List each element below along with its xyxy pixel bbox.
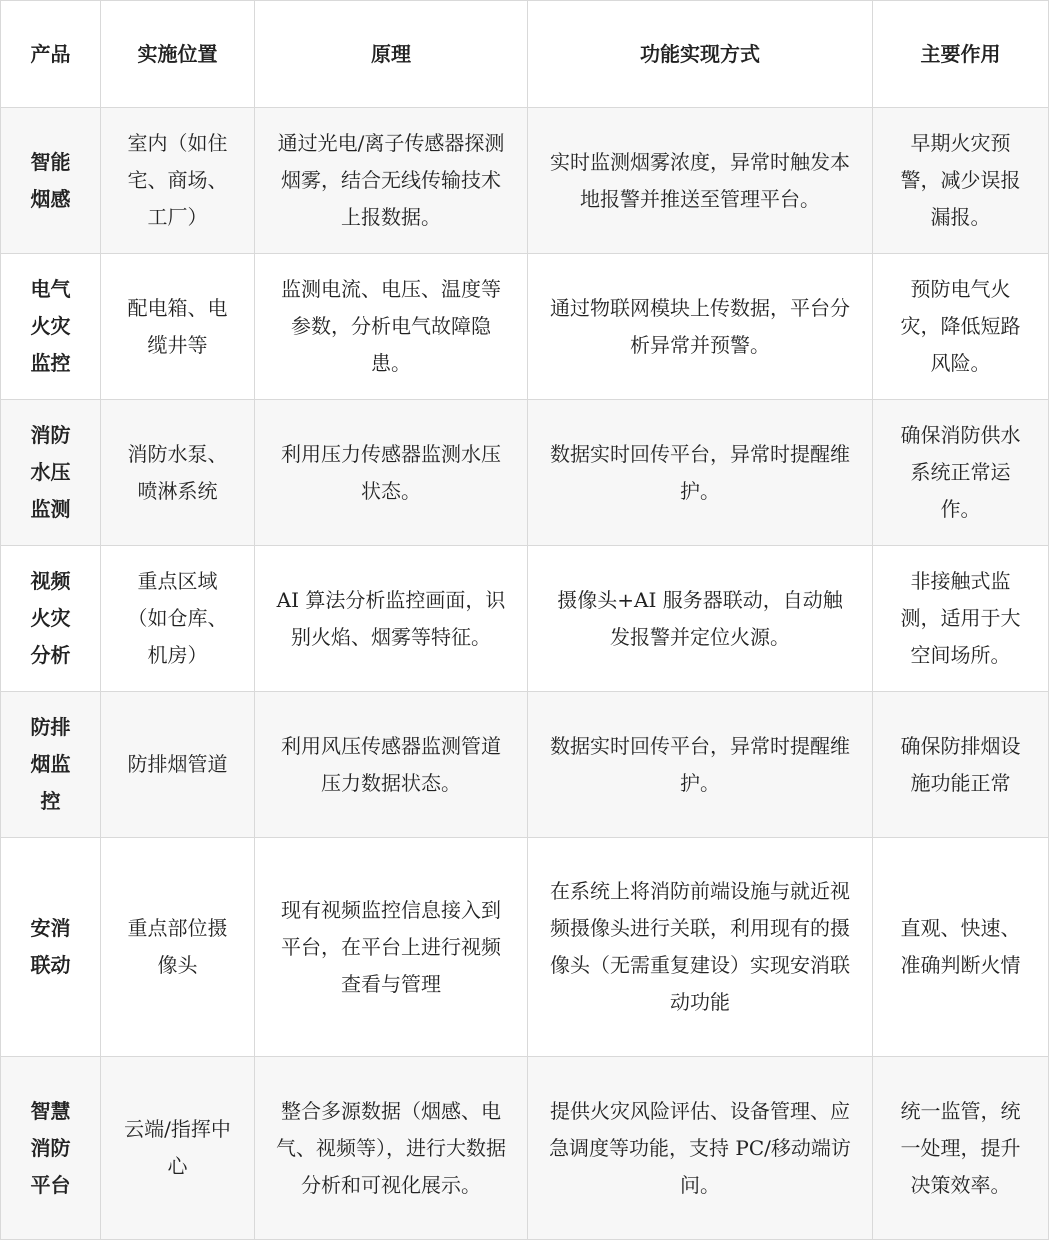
table-row — [1, 692, 1049, 838]
cell-method: 数据实时回传平台，异常时提醒维护。 — [528, 400, 873, 546]
header-principle: 原理 — [255, 1, 528, 108]
cell-function: 统一监管，统一处理，提升决策效率。 — [873, 1057, 1049, 1240]
cell-method: 在系统上将消防前端设施与就近视频摄像头进行关联，利用现有的摄像头（无需重复建设）实现安消联动功能 — [528, 838, 873, 1057]
table-row — [1, 400, 1049, 546]
cell-function: 直观、快速、准确判断火情 — [873, 838, 1049, 1057]
cell-location: 室内（如住宅、商场、工厂） — [101, 108, 255, 254]
cell-method: 提供火灾风险评估、设备管理、应急调度等功能，支持 PC/移动端访问。 — [528, 1057, 873, 1240]
table-row — [1, 1057, 1049, 1240]
table-row — [1, 546, 1049, 692]
cell-principle: 整合多源数据（烟感、电气、视频等），进行大数据分析和可视化展示。 — [255, 1057, 528, 1240]
cell-principle: 利用风压传感器监测管道压力数据状态。 — [255, 692, 528, 838]
table-row — [1, 254, 1049, 400]
table-body — [1, 108, 1049, 1240]
cell-function: 预防电气火灾，降低短路风险。 — [873, 254, 1049, 400]
cell-method: 实时监测烟雾浓度，异常时触发本地报警并推送至管理平台。 — [528, 108, 873, 254]
cell-location: 消防水泵、喷淋系统 — [101, 400, 255, 546]
cell-principle: AI 算法分析监控画面，识别火焰、烟雾等特征。 — [255, 546, 528, 692]
table-row — [1, 108, 1049, 254]
table-header — [1, 1, 1049, 108]
cell-function: 确保消防供水系统正常运作。 — [873, 400, 1049, 546]
cell-method: 摄像头+AI 服务器联动，自动触发报警并定位火源。 — [528, 546, 873, 692]
cell-location: 配电箱、电缆井等 — [101, 254, 255, 400]
cell-product: 视频火灾分析 — [1, 546, 101, 692]
cell-principle: 监测电流、电压、温度等参数，分析电气故障隐患。 — [255, 254, 528, 400]
cell-product: 智慧消防平台 — [1, 1057, 101, 1240]
cell-principle: 现有视频监控信息接入到平台，在平台上进行视频查看与管理 — [255, 838, 528, 1057]
header-function: 主要作用 — [873, 1, 1049, 108]
cell-function: 早期火灾预警，减少误报漏报。 — [873, 108, 1049, 254]
header-product: 产品 — [1, 1, 101, 108]
cell-location: 重点区域（如仓库、机房） — [101, 546, 255, 692]
header-row — [1, 1, 1049, 108]
cell-product: 智能烟感 — [1, 108, 101, 254]
header-location: 实施位置 — [101, 1, 255, 108]
cell-product: 安消联动 — [1, 838, 101, 1057]
cell-location: 重点部位摄像头 — [101, 838, 255, 1057]
header-method: 功能实现方式 — [528, 1, 873, 108]
cell-product: 电气火灾监控 — [1, 254, 101, 400]
cell-method: 通过物联网模块上传数据，平台分析异常并预警。 — [528, 254, 873, 400]
cell-method: 数据实时回传平台，异常时提醒维护。 — [528, 692, 873, 838]
cell-location: 云端/指挥中心 — [101, 1057, 255, 1240]
table-row — [1, 838, 1049, 1057]
cell-function: 确保防排烟设施功能正常 — [873, 692, 1049, 838]
cell-location: 防排烟管道 — [101, 692, 255, 838]
cell-principle: 通过光电/离子传感器探测烟雾，结合无线传输技术上报数据。 — [255, 108, 528, 254]
cell-product: 防排烟监控 — [1, 692, 101, 838]
cell-function: 非接触式监测，适用于大空间场所。 — [873, 546, 1049, 692]
cell-product: 消防水压监测 — [1, 400, 101, 546]
cell-principle: 利用压力传感器监测水压状态。 — [255, 400, 528, 546]
